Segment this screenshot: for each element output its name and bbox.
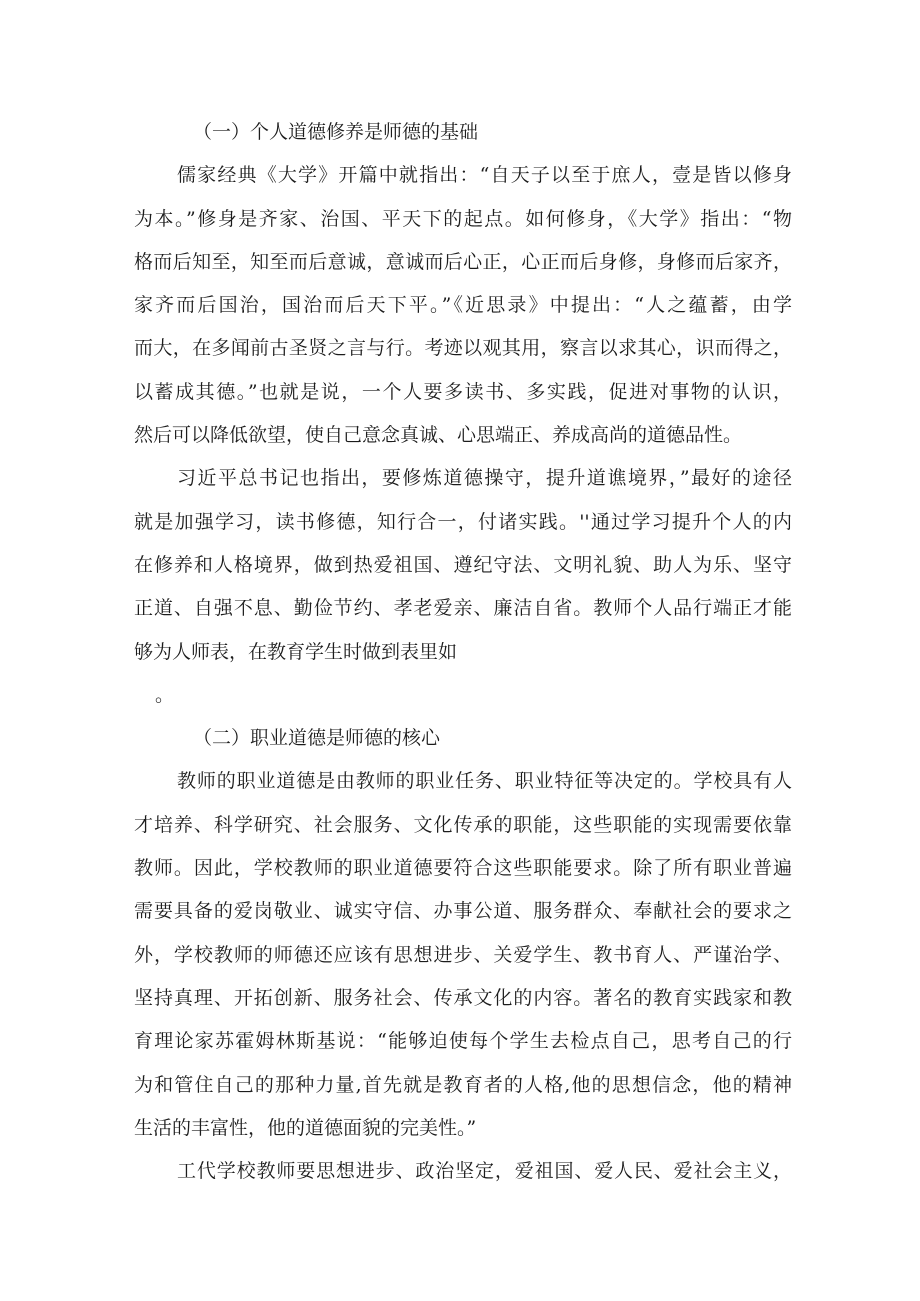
paragraph — [134, 1150, 792, 1193]
text-line: 教师的职业道德是由教师的职业任务、职业特征等决定的。学校具有人 — [177, 770, 792, 793]
text-line: 教师。因此，学校教师的职业道德要符合这些职能要求。除了所有职业普遍 — [134, 857, 792, 880]
text-line: 在修养和人格境界，做到热爱祖国、遵纪守法、文明礼貌、助人为乐、坚守 — [134, 553, 792, 576]
section-heading: （二）职业道德是师德的核心 — [193, 727, 441, 750]
text-line: 就是加强学习，读书修德，知行合一，付诸实践。''通过学习提升个人的内 — [134, 510, 792, 533]
paragraph — [134, 154, 792, 457]
text-line: 够为人师表，在教育学生时做到表里如 — [134, 640, 458, 663]
text-line: 生活的丰富性，他的道德面貌的完美性。” — [134, 1116, 477, 1139]
text-line: 习近平总书记也指出，要修炼道德操守，提升道谯境界，”最好的途径 — [177, 467, 792, 490]
text-line: 儒家经典《大学》开篇中就指出：“自天子以至于庶人，壹是皆以修身 — [177, 164, 792, 187]
text-line: 为和管住自己的那种力量,首先就是教育者的人格,他的思想信念，他的精神 — [134, 1073, 792, 1096]
text-line: 以蓄成其德。”也就是说，一个人要多读书、多实践，促进对事物的认识， — [134, 380, 792, 403]
text-line: 外，学校教师的师德还应该有思想进步、关爱学生、教书育人、严谨治学、 — [134, 943, 792, 966]
text-line: 需要具备的爱岗敬业、诚实守信、办事公道、服务群众、奉献社会的要求之 — [134, 900, 792, 923]
document-body — [134, 111, 792, 1193]
paragraph — [134, 760, 792, 1150]
text-line: 工代学校教师要思想进步、政治坚定，爱祖国、爱人民、爱社会主义， — [177, 1160, 792, 1183]
section-heading: （一）个人道德修养是师德的基础 — [193, 121, 479, 143]
text-line: 育理论家苏霍姆林斯基说：“能够迫使每个学生去检点自己，思考自己的行 — [134, 1030, 792, 1053]
text-line: 家齐而后国治，国治而后天下平。”《近思录》中提出：“人之蕴蓄，由学 — [134, 294, 792, 317]
text-line: 才培养、科学研究、社会服务、文化传承的职能，这些职能的实现需要依靠 — [134, 813, 792, 836]
text-line: 而大，在多闻前古圣贤之言与行。考迹以观其用，察言以求其心，识而得之， — [134, 337, 792, 360]
text-line: 。 — [155, 683, 175, 706]
paragraph — [134, 674, 792, 717]
text-line: 然后可以降低欲望，使自己意念真诚、心思端正、养成高尚的道德品性。 — [134, 424, 743, 447]
paragraph — [134, 457, 792, 673]
text-line: 正道、自强不息、勤俭节约、孝老爱亲、廉洁自省。教师个人品行端正才能 — [134, 597, 792, 620]
text-line: 为本。”修身是齐家、治国、平天下的起点。如何修身，《大学》指出：“物 — [134, 207, 792, 230]
text-line: 格而后知至，知至而后意诚，意诚而后心正，心正而后身修，身修而后家齐， — [134, 250, 792, 273]
text-line: 坚持真理、开拓创新、服务社会、传承文化的内容。著名的教育实践家和教 — [134, 986, 792, 1009]
